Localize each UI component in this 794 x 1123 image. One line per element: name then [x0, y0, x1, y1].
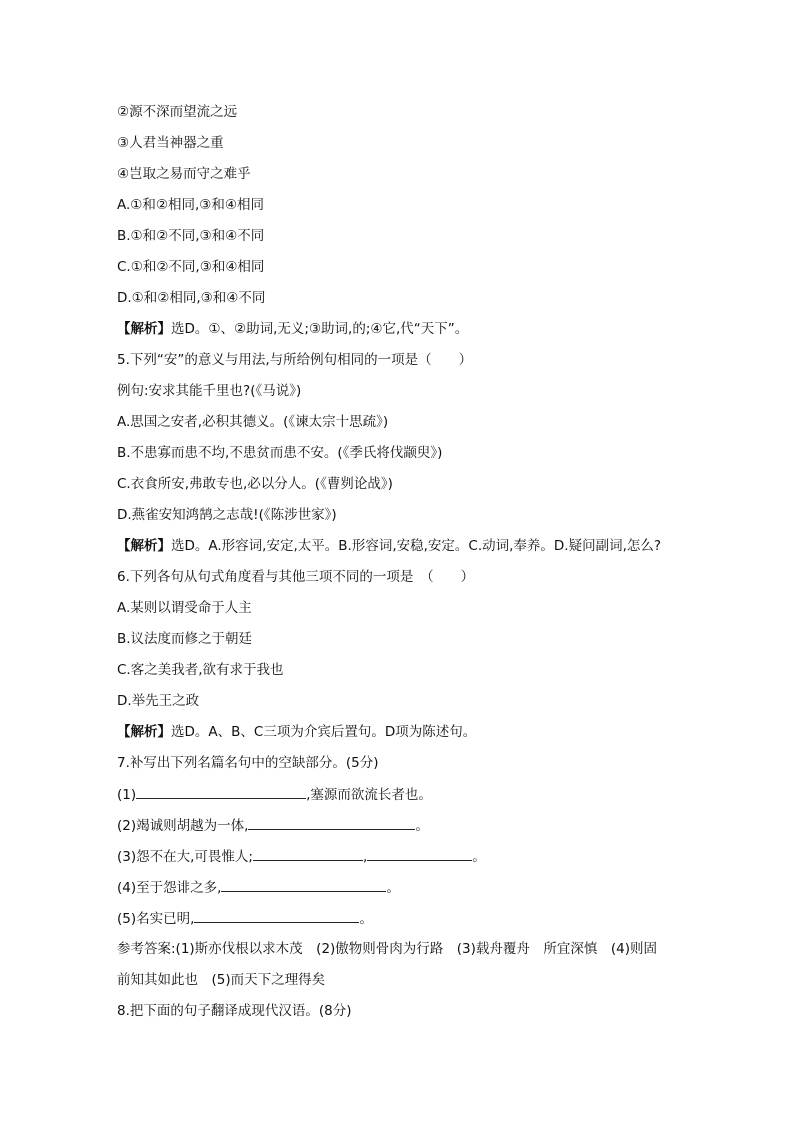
- blank-suffix: ,塞源而欲流长者也。: [306, 787, 432, 803]
- answer-blank[interactable]: [367, 847, 472, 861]
- blank-prefix: (4)至于怨诽之多,: [117, 880, 222, 896]
- option-line: ③人君当神器之重: [117, 135, 224, 151]
- choice-d: D.举先王之政: [117, 693, 200, 709]
- choice-c: C.衣食所安,弗敢专也,必以分人。(《曹刿论战》): [117, 476, 393, 492]
- answer-blank[interactable]: [221, 878, 386, 892]
- reference-answer: 参考答案:(1)斯亦伐根以求木茂 (2)傲物则骨肉为行路 (3)载舟覆舟 所宜深慎 (4)则固: [117, 941, 658, 957]
- blank-prefix: (1): [117, 787, 137, 803]
- analysis-text: 选D。①、②助词,无义;③助词,的;④它,代“天下”。: [171, 321, 469, 337]
- fill-blank-1: [117, 785, 432, 804]
- analysis-line: [117, 723, 476, 741]
- analysis-text: 选D。A.形容词,安定,太平。B.形容词,安稳,安定。C.动词,奉养。D.疑问副词,怎么?: [171, 538, 662, 554]
- choice-c: C.①和②不同,③和④相同: [117, 259, 265, 275]
- choice-a: A.思国之安者,必积其德义。(《谏太宗十思疏》): [117, 414, 389, 430]
- option-line: ④岂取之易而守之难乎: [117, 166, 251, 182]
- choice-b: B.①和②不同,③和④不同: [117, 228, 265, 244]
- question-7: 7.补写出下列名篇名句中的空缺部分。(5分): [117, 755, 379, 771]
- choice-d: D.燕雀安知鸿鹄之志哉!(《陈涉世家》): [117, 507, 337, 523]
- choice-a: A.①和②相同,③和④相同: [117, 197, 264, 213]
- choice-d: D.①和②相同,③和④不同: [117, 290, 266, 306]
- analysis-text: 选D。A、B、C三项为介宾后置句。D项为陈述句。: [171, 724, 477, 740]
- blank-prefix: (5)名实已明,: [117, 911, 195, 927]
- blank-suffix: 。: [386, 880, 400, 896]
- choice-b: B.不患寡而患不均,不患贫而患不安。(《季氏将伐颛臾》): [117, 445, 443, 461]
- option-line: ②源不深而望流之远: [117, 104, 238, 120]
- analysis-tag: 【解析】: [117, 538, 171, 554]
- answer-blank[interactable]: [136, 785, 306, 799]
- analysis-tag: 【解析】: [117, 321, 171, 337]
- question-6: 6.下列各句从句式角度看与其他三项不同的一项是 （ ）: [117, 569, 475, 585]
- answer-blank[interactable]: [253, 847, 363, 861]
- blank-separator: ,: [362, 849, 368, 865]
- question-8: 8.把下面的句子翻译成现代汉语。(8分): [117, 1003, 352, 1019]
- choice-b: B.议法度而修之于朝廷: [117, 631, 253, 647]
- fill-blank-3: [117, 847, 486, 866]
- blank-prefix: (3)怨不在大,可畏惟人;: [117, 849, 253, 865]
- analysis-tag: 【解析】: [117, 724, 171, 740]
- blank-prefix: (2)竭诚则胡越为一体,: [117, 818, 249, 834]
- choice-a: A.某则以谓受命于人主: [117, 600, 252, 616]
- fill-blank-5: [117, 909, 373, 928]
- answer-blank[interactable]: [248, 816, 415, 830]
- fill-blank-2: [117, 816, 429, 835]
- analysis-line: [117, 320, 468, 338]
- blank-suffix: 。: [359, 911, 373, 927]
- answer-blank[interactable]: [194, 909, 359, 923]
- example-sentence: 例句:安求其能千里也?(《马说》): [117, 383, 302, 399]
- blank-suffix: 。: [472, 849, 486, 865]
- blank-suffix: 。: [415, 818, 429, 834]
- reference-answer-cont: 前知其如此也 (5)而天下之理得矣: [117, 972, 326, 988]
- fill-blank-4: [117, 878, 400, 897]
- analysis-line: [117, 537, 661, 555]
- choice-c: C.客之美我者,欲有求于我也: [117, 662, 284, 678]
- question-5: 5.下列“安”的意义与用法,与所给例句相同的一项是（ ）: [117, 352, 473, 368]
